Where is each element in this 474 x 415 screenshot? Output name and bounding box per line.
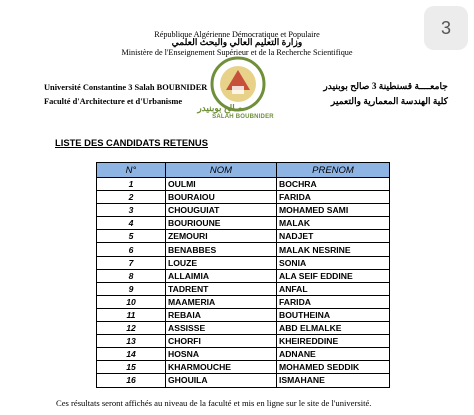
university-name-ar: جامعــــة قسنطينة 3 صالح بوبنيدر <box>323 81 448 91</box>
row-number-cell: 4 <box>97 217 166 230</box>
row-number-cell: 8 <box>97 269 166 282</box>
column-header-number: N° <box>97 163 166 178</box>
row-nom-cell: BENABBES <box>166 243 277 256</box>
row-prenom-cell: BOCHRA <box>277 178 390 191</box>
table-row <box>97 269 390 282</box>
table-row <box>97 243 390 256</box>
row-prenom-cell: SONIA <box>277 256 390 269</box>
row-number-cell: 15 <box>97 361 166 374</box>
table-row <box>97 348 390 361</box>
table-row <box>97 204 390 217</box>
row-prenom-cell: NADJET <box>277 230 390 243</box>
table-row <box>97 335 390 348</box>
faculty-name-ar: كلية الهندسة المعمارية والتعمير <box>330 96 448 106</box>
table-row <box>97 256 390 269</box>
header-ministry-french: Ministère de l'Enseignement Supérieur et de la Recherche Scientifique <box>121 48 353 57</box>
faculty-name-fr: Faculté d'Architecture et d'Urbanisme <box>44 97 183 106</box>
row-nom-cell: BOURIOUNE <box>166 217 277 230</box>
row-nom-cell: HOSNA <box>166 348 277 361</box>
row-nom-cell: REBAIA <box>166 308 277 321</box>
candidates-table <box>96 162 390 388</box>
institution-french <box>44 81 207 109</box>
university-name-fr: Université Constantine 3 Salah BOUBNIDER <box>44 83 208 92</box>
table-row <box>97 361 390 374</box>
row-prenom-cell: MOHAMED SAMI <box>277 204 390 217</box>
logo-arabic-text: صالح بوبنيدر <box>197 103 243 113</box>
row-prenom-cell: FARIDA <box>277 191 390 204</box>
row-nom-cell: GHOUILA <box>166 374 277 387</box>
row-prenom-cell: MOHAMED SEDDIK <box>277 361 390 374</box>
table-row <box>97 295 390 308</box>
row-prenom-cell: KHEIREDDINE <box>277 335 390 348</box>
row-number-cell: 7 <box>97 256 166 269</box>
footer-note: Ces résultats seront affichés au niveau de la faculté et mis en ligne sur le site de l'université. <box>56 398 372 408</box>
row-prenom-cell: FARIDA <box>277 295 390 308</box>
row-number-cell: 2 <box>97 191 166 204</box>
institution-arabic <box>323 79 448 109</box>
page-number-badge: 3 <box>424 6 468 50</box>
column-header-nom: NOM <box>166 163 277 178</box>
row-number-cell: 3 <box>97 204 166 217</box>
row-number-cell: 12 <box>97 322 166 335</box>
header-ministry-arabic: وزارة التعليم العالي والبحث العلمي <box>171 37 303 47</box>
table-row <box>97 374 390 387</box>
row-number-cell: 6 <box>97 243 166 256</box>
row-nom-cell: ALLAIMIA <box>166 269 277 282</box>
header-republic: République Algérienne Démocratique et Populaire <box>154 30 320 39</box>
row-prenom-cell: MALAK NESRINE <box>277 243 390 256</box>
row-number-cell: 9 <box>97 282 166 295</box>
row-nom-cell: CHORFI <box>166 335 277 348</box>
row-nom-cell: KHARMOUCHE <box>166 361 277 374</box>
row-prenom-cell: ABD ELMALKE <box>277 322 390 335</box>
row-prenom-cell: ANFAL <box>277 282 390 295</box>
logo-latin-text: SALAH BOUBNIDER <box>212 114 274 120</box>
row-nom-cell: LOUZE <box>166 256 277 269</box>
row-nom-cell: ASSISSE <box>166 322 277 335</box>
row-number-cell: 14 <box>97 348 166 361</box>
row-nom-cell: TADRENT <box>166 282 277 295</box>
row-prenom-cell: BOUTHEINA <box>277 308 390 321</box>
candidates-table-body <box>97 178 390 388</box>
row-number-cell: 5 <box>97 230 166 243</box>
row-number-cell: 1 <box>97 178 166 191</box>
row-prenom-cell: ADNANE <box>277 348 390 361</box>
row-number-cell: 13 <box>97 335 166 348</box>
table-row <box>97 308 390 321</box>
list-title: LISTE DES CANDIDATS RETENUS <box>55 137 208 148</box>
row-number-cell: 16 <box>97 374 166 387</box>
row-prenom-cell: ALA SEIF EDDINE <box>277 269 390 282</box>
row-nom-cell: BOURAIOU <box>166 191 277 204</box>
row-nom-cell: MAAMERIA <box>166 295 277 308</box>
row-nom-cell: ZEMOURI <box>166 230 277 243</box>
row-nom-cell: CHOUGUIAT <box>166 204 277 217</box>
table-row <box>97 178 390 191</box>
row-nom-cell: OULMI <box>166 178 277 191</box>
row-number-cell: 11 <box>97 308 166 321</box>
row-number-cell: 10 <box>97 295 166 308</box>
table-row <box>97 230 390 243</box>
table-row <box>97 282 390 295</box>
table-row <box>97 217 390 230</box>
column-header-prenom: PRENOM <box>277 163 390 178</box>
row-prenom-cell: ISMAHANE <box>277 374 390 387</box>
table-header-row <box>97 163 390 178</box>
table-row <box>97 322 390 335</box>
row-prenom-cell: MALAK <box>277 217 390 230</box>
table-row <box>97 191 390 204</box>
